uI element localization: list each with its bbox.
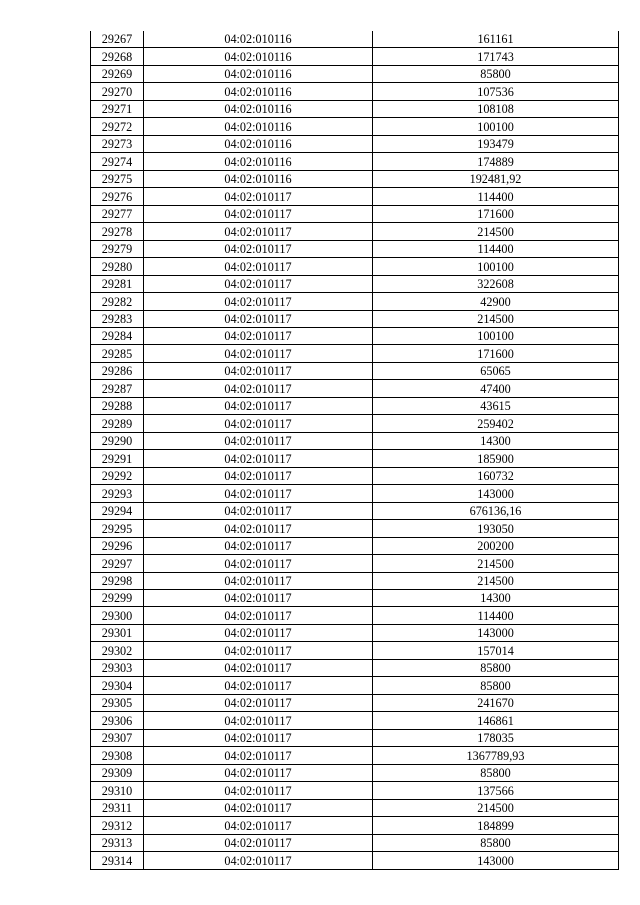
amount-cell: 85800 <box>373 834 619 851</box>
amount-cell: 100100 <box>373 258 619 275</box>
cadastral-code-cell: 04:02:010117 <box>144 188 373 205</box>
row-number-cell: 29282 <box>91 293 144 310</box>
row-number-cell: 29290 <box>91 432 144 449</box>
row-number-cell: 29307 <box>91 729 144 746</box>
amount-cell: 214500 <box>373 555 619 572</box>
row-number-cell: 29277 <box>91 205 144 222</box>
amount-cell: 171600 <box>373 205 619 222</box>
row-number-cell: 29296 <box>91 537 144 554</box>
table-row <box>91 467 619 484</box>
row-number-cell: 29271 <box>91 100 144 117</box>
cadastral-code-cell: 04:02:010117 <box>144 677 373 694</box>
table-row <box>91 450 619 467</box>
cadastral-code-cell: 04:02:010117 <box>144 467 373 484</box>
table-row <box>91 223 619 240</box>
table-row <box>91 118 619 135</box>
row-number-cell: 29287 <box>91 380 144 397</box>
row-number-cell: 29309 <box>91 764 144 781</box>
amount-cell: 85800 <box>373 659 619 676</box>
cadastral-code-cell: 04:02:010117 <box>144 572 373 589</box>
table-row <box>91 258 619 275</box>
registry-table-body <box>91 31 619 869</box>
cadastral-code-cell: 04:02:010116 <box>144 48 373 65</box>
cadastral-code-cell: 04:02:010116 <box>144 31 373 48</box>
cadastral-code-cell: 04:02:010117 <box>144 624 373 641</box>
table-row <box>91 502 619 519</box>
cadastral-code-cell: 04:02:010117 <box>144 362 373 379</box>
row-number-cell: 29306 <box>91 712 144 729</box>
amount-cell: 108108 <box>373 100 619 117</box>
registry-table <box>90 31 619 870</box>
amount-cell: 184899 <box>373 817 619 834</box>
amount-cell: 143000 <box>373 624 619 641</box>
table-row <box>91 817 619 834</box>
row-number-cell: 29308 <box>91 747 144 764</box>
cadastral-code-cell: 04:02:010117 <box>144 258 373 275</box>
table-row <box>91 380 619 397</box>
amount-cell: 214500 <box>373 572 619 589</box>
row-number-cell: 29303 <box>91 659 144 676</box>
table-row <box>91 590 619 607</box>
table-row <box>91 659 619 676</box>
row-number-cell: 29285 <box>91 345 144 362</box>
row-number-cell: 29288 <box>91 397 144 414</box>
table-row <box>91 712 619 729</box>
row-number-cell: 29299 <box>91 590 144 607</box>
table-row <box>91 852 619 869</box>
amount-cell: 85800 <box>373 677 619 694</box>
table-row <box>91 782 619 799</box>
row-number-cell: 29293 <box>91 485 144 502</box>
cadastral-code-cell: 04:02:010117 <box>144 747 373 764</box>
table-row <box>91 362 619 379</box>
amount-cell: 171600 <box>373 345 619 362</box>
table-row <box>91 555 619 572</box>
cadastral-code-cell: 04:02:010117 <box>144 432 373 449</box>
amount-cell: 100100 <box>373 118 619 135</box>
cadastral-code-cell: 04:02:010117 <box>144 310 373 327</box>
cadastral-code-cell: 04:02:010116 <box>144 65 373 82</box>
row-number-cell: 29281 <box>91 275 144 292</box>
amount-cell: 14300 <box>373 432 619 449</box>
cadastral-code-cell: 04:02:010116 <box>144 118 373 135</box>
row-number-cell: 29300 <box>91 607 144 624</box>
cadastral-code-cell: 04:02:010117 <box>144 450 373 467</box>
cadastral-code-cell: 04:02:010117 <box>144 555 373 572</box>
row-number-cell: 29313 <box>91 834 144 851</box>
row-number-cell: 29272 <box>91 118 144 135</box>
amount-cell: 1367789,93 <box>373 747 619 764</box>
cadastral-code-cell: 04:02:010117 <box>144 380 373 397</box>
table-row <box>91 153 619 170</box>
amount-cell: 114400 <box>373 240 619 257</box>
cadastral-code-cell: 04:02:010117 <box>144 782 373 799</box>
cadastral-code-cell: 04:02:010117 <box>144 834 373 851</box>
row-number-cell: 29280 <box>91 258 144 275</box>
table-row <box>91 624 619 641</box>
row-number-cell: 29298 <box>91 572 144 589</box>
amount-cell: 85800 <box>373 65 619 82</box>
amount-cell: 200200 <box>373 537 619 554</box>
cadastral-code-cell: 04:02:010117 <box>144 729 373 746</box>
amount-cell: 146861 <box>373 712 619 729</box>
table-row <box>91 205 619 222</box>
table-row <box>91 345 619 362</box>
row-number-cell: 29284 <box>91 327 144 344</box>
table-row <box>91 240 619 257</box>
table-row <box>91 100 619 117</box>
row-number-cell: 29304 <box>91 677 144 694</box>
cadastral-code-cell: 04:02:010116 <box>144 83 373 100</box>
table-row <box>91 607 619 624</box>
row-number-cell: 29297 <box>91 555 144 572</box>
cadastral-code-cell: 04:02:010117 <box>144 520 373 537</box>
row-number-cell: 29267 <box>91 31 144 48</box>
amount-cell: 259402 <box>373 415 619 432</box>
cadastral-code-cell: 04:02:010117 <box>144 642 373 659</box>
amount-cell: 107536 <box>373 83 619 100</box>
row-number-cell: 29278 <box>91 223 144 240</box>
row-number-cell: 29310 <box>91 782 144 799</box>
cadastral-code-cell: 04:02:010117 <box>144 293 373 310</box>
amount-cell: 42900 <box>373 293 619 310</box>
amount-cell: 137566 <box>373 782 619 799</box>
cadastral-code-cell: 04:02:010117 <box>144 223 373 240</box>
cadastral-code-cell: 04:02:010117 <box>144 817 373 834</box>
table-row <box>91 170 619 187</box>
row-number-cell: 29286 <box>91 362 144 379</box>
cadastral-code-cell: 04:02:010117 <box>144 607 373 624</box>
table-row <box>91 642 619 659</box>
row-number-cell: 29274 <box>91 153 144 170</box>
amount-cell: 85800 <box>373 764 619 781</box>
table-row <box>91 485 619 502</box>
row-number-cell: 29311 <box>91 799 144 816</box>
row-number-cell: 29291 <box>91 450 144 467</box>
amount-cell: 174889 <box>373 153 619 170</box>
table-row <box>91 397 619 414</box>
cadastral-code-cell: 04:02:010117 <box>144 852 373 869</box>
table-row <box>91 293 619 310</box>
cadastral-code-cell: 04:02:010117 <box>144 764 373 781</box>
table-row <box>91 764 619 781</box>
amount-cell: 143000 <box>373 485 619 502</box>
amount-cell: 157014 <box>373 642 619 659</box>
cadastral-code-cell: 04:02:010116 <box>144 135 373 152</box>
amount-cell: 161161 <box>373 31 619 48</box>
cadastral-code-cell: 04:02:010117 <box>144 799 373 816</box>
row-number-cell: 29302 <box>91 642 144 659</box>
table-row <box>91 747 619 764</box>
amount-cell: 214500 <box>373 310 619 327</box>
amount-cell: 214500 <box>373 799 619 816</box>
table-row <box>91 31 619 48</box>
row-number-cell: 29312 <box>91 817 144 834</box>
row-number-cell: 29289 <box>91 415 144 432</box>
table-row <box>91 572 619 589</box>
row-number-cell: 29273 <box>91 135 144 152</box>
table-row <box>91 537 619 554</box>
amount-cell: 193479 <box>373 135 619 152</box>
table-row <box>91 415 619 432</box>
cadastral-code-cell: 04:02:010117 <box>144 502 373 519</box>
table-row <box>91 188 619 205</box>
amount-cell: 676136,16 <box>373 502 619 519</box>
row-number-cell: 29294 <box>91 502 144 519</box>
table-row <box>91 65 619 82</box>
cadastral-code-cell: 04:02:010117 <box>144 415 373 432</box>
table-row <box>91 520 619 537</box>
amount-cell: 100100 <box>373 327 619 344</box>
amount-cell: 178035 <box>373 729 619 746</box>
cadastral-code-cell: 04:02:010116 <box>144 100 373 117</box>
table-row <box>91 310 619 327</box>
amount-cell: 192481,92 <box>373 170 619 187</box>
row-number-cell: 29279 <box>91 240 144 257</box>
row-number-cell: 29276 <box>91 188 144 205</box>
table-row <box>91 729 619 746</box>
table-row <box>91 799 619 816</box>
amount-cell: 14300 <box>373 590 619 607</box>
amount-cell: 193050 <box>373 520 619 537</box>
row-number-cell: 29314 <box>91 852 144 869</box>
cadastral-code-cell: 04:02:010117 <box>144 205 373 222</box>
cadastral-code-cell: 04:02:010117 <box>144 537 373 554</box>
table-row <box>91 677 619 694</box>
amount-cell: 114400 <box>373 188 619 205</box>
row-number-cell: 29269 <box>91 65 144 82</box>
row-number-cell: 29301 <box>91 624 144 641</box>
cadastral-code-cell: 04:02:010117 <box>144 485 373 502</box>
amount-cell: 322608 <box>373 275 619 292</box>
amount-cell: 241670 <box>373 694 619 711</box>
amount-cell: 160732 <box>373 467 619 484</box>
amount-cell: 65065 <box>373 362 619 379</box>
cadastral-code-cell: 04:02:010117 <box>144 659 373 676</box>
cadastral-code-cell: 04:02:010117 <box>144 590 373 607</box>
row-number-cell: 29292 <box>91 467 144 484</box>
cadastral-code-cell: 04:02:010116 <box>144 170 373 187</box>
amount-cell: 171743 <box>373 48 619 65</box>
amount-cell: 214500 <box>373 223 619 240</box>
table-row <box>91 135 619 152</box>
cadastral-code-cell: 04:02:010117 <box>144 712 373 729</box>
cadastral-code-cell: 04:02:010117 <box>144 345 373 362</box>
row-number-cell: 29275 <box>91 170 144 187</box>
cadastral-code-cell: 04:02:010117 <box>144 327 373 344</box>
cadastral-code-cell: 04:02:010116 <box>144 153 373 170</box>
table-row <box>91 83 619 100</box>
table-row <box>91 48 619 65</box>
amount-cell: 47400 <box>373 380 619 397</box>
row-number-cell: 29283 <box>91 310 144 327</box>
table-row <box>91 432 619 449</box>
row-number-cell: 29268 <box>91 48 144 65</box>
table-row <box>91 834 619 851</box>
row-number-cell: 29295 <box>91 520 144 537</box>
cadastral-code-cell: 04:02:010117 <box>144 397 373 414</box>
table-row <box>91 275 619 292</box>
table-row <box>91 327 619 344</box>
amount-cell: 43615 <box>373 397 619 414</box>
cadastral-code-cell: 04:02:010117 <box>144 240 373 257</box>
amount-cell: 185900 <box>373 450 619 467</box>
amount-cell: 114400 <box>373 607 619 624</box>
row-number-cell: 29270 <box>91 83 144 100</box>
row-number-cell: 29305 <box>91 694 144 711</box>
amount-cell: 143000 <box>373 852 619 869</box>
cadastral-code-cell: 04:02:010117 <box>144 275 373 292</box>
cadastral-code-cell: 04:02:010117 <box>144 694 373 711</box>
table-row <box>91 694 619 711</box>
